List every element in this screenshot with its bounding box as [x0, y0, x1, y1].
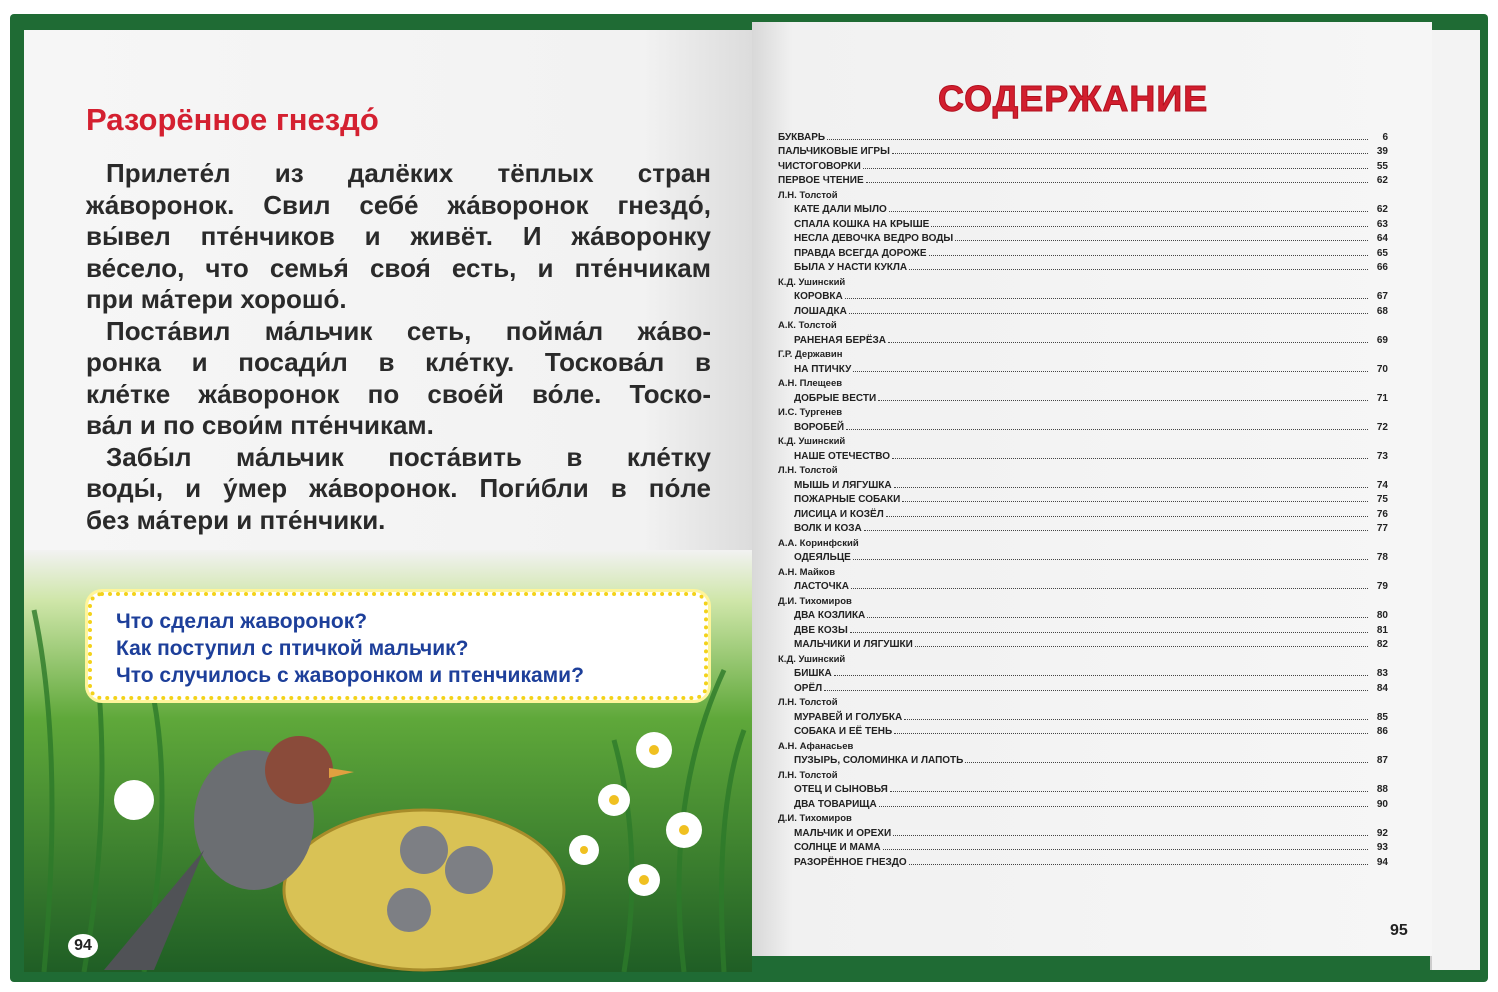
toc-leader	[851, 588, 1368, 589]
story-line: Забы́л ма́льчик поста́вить в кле́тку	[106, 441, 711, 472]
toc-entry	[778, 578, 1388, 593]
toc-leader	[849, 313, 1368, 314]
toc-title: СОЛНЦЕ И МАМА	[794, 842, 881, 853]
story-line: воды́, и у́мер жа́воронок. Поги́бли в по́ле	[86, 473, 711, 503]
toc-title: ВОРОБЕЙ	[794, 421, 845, 433]
toc-leader	[892, 458, 1368, 459]
toc-page: 65	[1376, 247, 1388, 259]
toc-leader	[886, 516, 1368, 517]
toc-leader	[889, 211, 1368, 212]
toc-entry	[778, 201, 1388, 216]
toc-page: 67	[1376, 291, 1388, 302]
toc-page: 79	[1376, 581, 1388, 592]
toc-page: 78	[1376, 552, 1388, 563]
story-line: ве́село, что семья́ своя́ есть, и пте́нчикам	[86, 252, 711, 283]
story-line: Прилете́л из далёких тёплых стран	[106, 158, 711, 188]
toc-author	[778, 186, 1388, 201]
page-number-left: 94	[68, 934, 98, 958]
toc-title: СОБАКА И ЕЁ ТЕНЬ	[794, 726, 893, 737]
toc-leader	[915, 646, 1368, 647]
story-line: ронка и посади́л в кле́тку. Тоскова́л в	[86, 347, 711, 377]
toc-page: 77	[1376, 523, 1388, 534]
toc-entry	[778, 839, 1388, 854]
toc-author	[778, 766, 1388, 781]
toc-leader	[892, 153, 1368, 154]
toc-leader	[834, 675, 1368, 676]
toc-entry	[778, 172, 1388, 187]
toc-leader	[965, 762, 1368, 763]
toc-title: НА ПТИЧКУ	[794, 363, 852, 375]
toc-page: 74	[1376, 479, 1388, 491]
toc-title: ДВА КОЗЛИКА	[794, 610, 866, 621]
toc-title: НЕСЛА ДЕВОЧКА ВЕДРО ВОДЫ	[794, 233, 954, 244]
toc-page: 72	[1376, 421, 1388, 433]
toc-title: Л.Н. Толстой	[778, 697, 838, 708]
toc-page: 76	[1376, 508, 1388, 520]
toc-leader	[824, 690, 1368, 691]
toc-leader	[864, 530, 1368, 531]
toc-author	[778, 592, 1388, 607]
toc-title: ПУЗЫРЬ, СОЛОМИНКА И ЛАПОТЬ	[794, 755, 964, 766]
toc-title: А.Н. Плещеев	[778, 378, 843, 389]
toc-leader	[929, 255, 1369, 256]
toc-leader	[827, 139, 1368, 140]
toc-leader	[888, 342, 1368, 343]
cover-edge	[1430, 30, 1480, 970]
toc-entry	[778, 708, 1388, 723]
toc-page: 6	[1382, 131, 1388, 143]
toc-entry	[778, 259, 1388, 274]
toc-entry	[778, 244, 1388, 259]
toc-entry	[778, 679, 1388, 694]
toc-entry	[778, 389, 1388, 404]
toc-entry	[778, 621, 1388, 636]
toc-page: 39	[1376, 146, 1388, 157]
toc-entry	[778, 418, 1388, 433]
toc-title: А.Н. Афанасьев	[778, 740, 854, 752]
toc-page: 86	[1376, 726, 1388, 737]
toc-author	[778, 462, 1388, 477]
toc-page: 84	[1376, 682, 1388, 694]
toc-title: РАЗОРЁННОЕ ГНЕЗДО	[794, 856, 907, 868]
toc-entry	[778, 230, 1388, 245]
toc-entry	[778, 853, 1388, 868]
toc-title: ПАЛЬЧИКОВЫЕ ИГРЫ	[778, 146, 890, 157]
toc-entry	[778, 636, 1388, 651]
toc-title: ОТЕЦ И СЫНОВЬЯ	[794, 784, 888, 795]
toc-author	[778, 737, 1388, 752]
toc-author	[778, 563, 1388, 578]
toc-title: К.Д. Ушинский	[778, 436, 846, 447]
toc-title: ПРАВДА ВСЕГДА ДОРОЖЕ	[794, 247, 927, 259]
toc-title: МАЛЬЧИК И ОРЕХИ	[794, 827, 892, 839]
toc-page: 66	[1376, 262, 1388, 273]
toc-title: ДОБРЫЕ ВЕСТИ	[794, 392, 877, 404]
toc-title: БИШКА	[794, 668, 832, 679]
toc-title: БУКВАРЬ	[778, 131, 826, 143]
toc-author	[778, 650, 1388, 665]
story-title: Разорённое гнездо́	[86, 102, 379, 137]
toc-leader	[890, 791, 1368, 792]
toc-entry	[778, 447, 1388, 462]
toc-page: 82	[1376, 639, 1388, 650]
toc-author	[778, 694, 1388, 709]
toc-page: 70	[1376, 363, 1388, 375]
toc-title: Г.Р. Державин	[778, 349, 843, 360]
toc-title: МАЛЬЧИКИ И ЛЯГУШКИ	[794, 639, 913, 650]
toc-title: ПОЖАРНЫЕ СОБАКИ	[794, 494, 901, 505]
toc-page: 55	[1376, 160, 1388, 172]
toc-leader	[931, 226, 1368, 227]
toc-page: 73	[1376, 450, 1388, 462]
toc-leader	[878, 400, 1368, 401]
toc-leader	[955, 240, 1368, 241]
toc-page: 80	[1376, 610, 1388, 621]
toc-title: К.Д. Ушинский	[778, 653, 846, 665]
toc-page: 87	[1376, 755, 1388, 766]
toc-page: 92	[1376, 827, 1388, 839]
page-number-right: 95	[1390, 922, 1408, 939]
story-line: при ма́тери хорошо́.	[86, 284, 347, 314]
toc-leader	[853, 559, 1368, 560]
toc-title: СПАЛА КОШКА НА КРЫШЕ	[794, 218, 930, 230]
toc-author	[778, 433, 1388, 448]
toc-title: Д.И. Тихомиров	[778, 813, 852, 824]
toc-title: ЧИСТОГОВОРКИ	[778, 160, 861, 172]
toc-title: Д.И. Тихомиров	[778, 595, 852, 607]
toc-author	[778, 346, 1388, 361]
toc-entry	[778, 752, 1388, 767]
toc-title: МЫШЬ И ЛЯГУШКА	[794, 479, 892, 491]
toc-leader	[893, 835, 1368, 836]
question-2: Как поступил с птичкой мальчик?	[116, 637, 469, 660]
toc-entry	[778, 360, 1388, 375]
toc-leader	[867, 617, 1368, 618]
toc-entry	[778, 288, 1388, 303]
left-page	[24, 30, 752, 972]
toc-title: ЛАСТОЧКА	[794, 581, 849, 592]
toc-leader	[850, 632, 1368, 633]
toc-title: НАШЕ ОТЕЧЕСТВО	[794, 450, 891, 462]
toc-leader	[894, 733, 1368, 734]
story-line: Поста́вил ма́льчик сеть, пойма́л жа́во-	[106, 315, 711, 346]
toc-title: ВОЛК И КОЗА	[794, 523, 862, 534]
toc-entry	[778, 607, 1388, 622]
toc-page: 83	[1376, 668, 1388, 679]
toc-title: Л.Н. Толстой	[778, 769, 838, 781]
toc-page: 94	[1376, 856, 1388, 868]
toc-page: 88	[1376, 784, 1388, 795]
story-line: жа́воронок. Свил себе́ жа́воронок гнездо́,	[86, 189, 711, 220]
story-text	[86, 158, 711, 536]
toc-entry	[778, 143, 1388, 158]
toc-title: А.К. Толстой	[778, 320, 837, 331]
toc-leader	[904, 719, 1368, 720]
toc-leader	[879, 806, 1368, 807]
toc-page: 69	[1376, 334, 1388, 346]
toc-title: БЫЛА У НАСТИ КУКЛА	[794, 262, 908, 273]
toc-page: 62	[1376, 175, 1388, 186]
toc-entry	[778, 795, 1388, 810]
toc-entry	[778, 824, 1388, 839]
toc-title: МУРАВЕЙ И ГОЛУБКА	[794, 711, 903, 723]
toc-leader	[894, 487, 1368, 488]
question-1: Что сделал жаворонок?	[116, 610, 368, 633]
toc-title: ЛОШАДКА	[794, 305, 847, 317]
toc-entry	[778, 128, 1388, 143]
toc-title: КАТЕ ДАЛИ МЫЛО	[794, 204, 887, 215]
toc-page: 63	[1376, 218, 1388, 230]
toc-entry	[778, 302, 1388, 317]
toc-entry	[778, 549, 1388, 564]
toc-leader	[909, 269, 1368, 270]
toc-leader	[853, 371, 1368, 372]
toc-leader	[909, 864, 1368, 865]
toc-leader	[866, 182, 1368, 183]
story-line: ва́л и по свои́м пте́нчикам.	[86, 410, 434, 440]
question-3: Что случилось с жаворонком и птенчиками?	[116, 664, 584, 687]
toc-title: Л.Н. Толстой	[778, 189, 838, 201]
toc-page: 64	[1376, 233, 1388, 244]
toc-page: 85	[1376, 711, 1388, 723]
toc-author	[778, 273, 1388, 288]
toc-entry	[778, 476, 1388, 491]
story-line: без ма́тери и пте́нчики.	[86, 504, 386, 535]
toc-entry	[778, 665, 1388, 680]
toc-entry	[778, 723, 1388, 738]
story-line: вы́вел пте́нчиков и живёт. И жа́воронку	[86, 221, 711, 251]
toc-page: 93	[1376, 842, 1388, 853]
toc-leader	[902, 501, 1368, 502]
toc-leader	[863, 168, 1368, 169]
toc-page: 90	[1376, 798, 1388, 810]
table-of-contents	[778, 128, 1388, 868]
toc-title: А.Н. Майков	[778, 566, 836, 578]
toc-title: ЛИСИЦА И КОЗЁЛ	[794, 508, 884, 520]
toc-title: ПЕРВОЕ ЧТЕНИЕ	[778, 175, 864, 186]
toc-author	[778, 534, 1388, 549]
toc-author	[778, 404, 1388, 419]
toc-title: ОДЕЯЛЬЦЕ	[794, 552, 851, 563]
toc-page: 71	[1376, 392, 1388, 404]
toc-entry	[778, 491, 1388, 506]
toc-page: 81	[1376, 624, 1388, 636]
toc-entry	[778, 781, 1388, 796]
toc-title: ДВЕ КОЗЫ	[794, 624, 848, 636]
toc-title: И.С. Тургенев	[778, 407, 843, 418]
toc-author	[778, 317, 1388, 332]
toc-leader	[883, 849, 1368, 850]
toc-page: 62	[1376, 204, 1388, 215]
toc-author	[778, 810, 1388, 825]
toc-title: А.А. Коринфский	[778, 537, 859, 549]
toc-entry	[778, 520, 1388, 535]
right-page	[752, 22, 1432, 956]
toc-entry	[778, 505, 1388, 520]
toc-title: Л.Н. Толстой	[778, 465, 838, 476]
toc-title: ДВА ТОВАРИЩА	[794, 798, 877, 810]
toc-author	[778, 375, 1388, 390]
toc-title: ОРЁЛ	[794, 682, 823, 694]
questions-box	[88, 592, 708, 700]
toc-leader	[845, 298, 1368, 299]
toc-entry	[778, 157, 1388, 172]
toc-title: К.Д. Ушинский	[778, 276, 846, 288]
contents-title: СОДЕРЖАНИЕ	[938, 78, 1209, 119]
story-line: кле́тке жа́воронок по свое́й во́ле. Тоско-	[86, 378, 711, 409]
toc-leader	[846, 429, 1368, 430]
toc-entry	[778, 331, 1388, 346]
toc-title: РАНЕНАЯ БЕРЁЗА	[794, 334, 887, 346]
toc-title: КОРОВКА	[794, 291, 843, 302]
toc-page: 75	[1376, 494, 1388, 505]
toc-entry	[778, 215, 1388, 230]
toc-page: 68	[1376, 305, 1388, 317]
